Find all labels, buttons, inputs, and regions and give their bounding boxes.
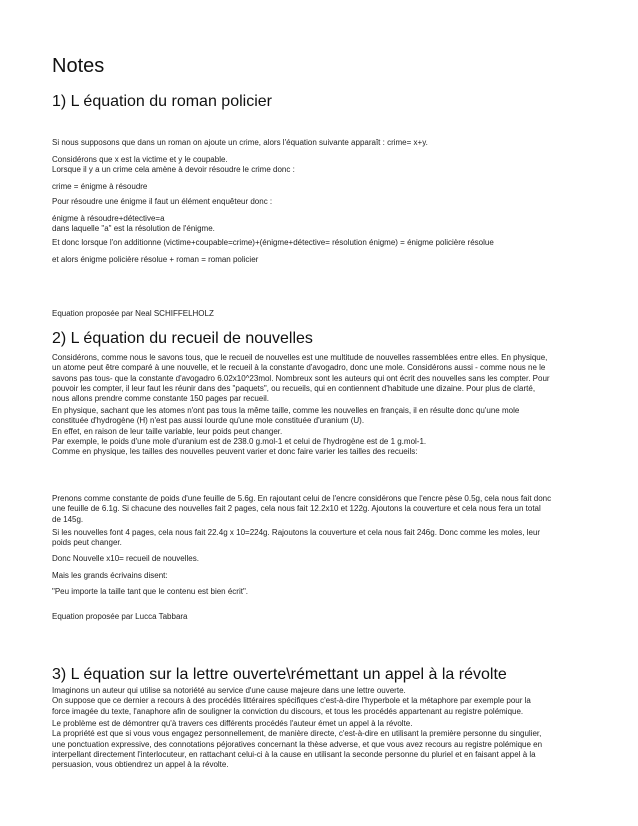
section-1-paragraph-1: Si nous supposons que dans un roman on ajoute un crime, alors l'équation suivante apparaît : crime= x+y.	[52, 138, 428, 147]
section-2-paragraph-8: "Peu importe la taille tant que le contenu est bien écrit".	[52, 587, 249, 596]
section-1-paragraph-7: et alors énigme policière résolue + roman = roman policier	[52, 255, 259, 264]
section-2-author: Equation proposée par Lucca Tabbara	[52, 612, 188, 621]
section-2-paragraph-6: Donc Nouvelle x10= recueil de nouvelles.	[52, 554, 199, 563]
section-1-heading: 1) L équation du roman policier	[52, 93, 272, 110]
section-1-paragraph-4: Pour résoudre une énigme il faut un élément enquêteur donc :	[52, 197, 273, 206]
section-1-author: Equation proposée par Neal SCHIFFELHOLZ	[52, 309, 214, 318]
section-3-paragraph-1: Imaginons un auteur qui utilise sa notoriété au service d'une cause majeure dans une lettre ouverte. On suppose que ce dernier a recours à des procédés littéraires spécifiques c'est-à-dire l'hyperbole et la métaphore par exemple pour la force imagée du texte, l'anaphore afin de souligner la conviction du discours, et tous les procédés appartenant au registre polémique.	[52, 686, 531, 716]
section-3-paragraph-2: Le problème est de démontrer qu'à travers ces différents procédés l'auteur émet un appel à la révolte. La propriété est que si vous vous engagez personnellement, de manière directe, c'est-à-dire en utilisant la première personne du singulier, une ponctuation expressive, des connotations péjoratives concernant la thèse adverse, et que vous avez recours au registre polémique en interpellant directement l'interlocuteur, en rattachant celui-ci à la cause en utilisant la seconde personne du pluriel et en faisant appel à la persuasion, vous obtiendrez un appel à la révolte.	[52, 719, 543, 770]
section-2-paragraph-2: En physique, sachant que les atomes n'ont pas tous la même taille, comme les nouvelles en français, il en résulte donc qu'une mole constituée d'hydrogène (H) n'est pas aussi lourde qu'une mole constituée d'uranium (U). En effet, en raison de leur taille variable, leur poids peut changer.	[52, 406, 520, 436]
section-2-paragraph-3: Par exemple, le poids d'une mole d'uranium est de 238.0 g.mol-1 et celui de l'hydrogène est de 1 g.mol-1. Comme en physique, les tailles des nouvelles peuvent varier et donc faire varier les tailles des recueils:	[52, 437, 427, 457]
section-1-paragraph-3: crime = énigme à résoudre	[52, 182, 148, 191]
section-1-paragraph-2: Considérons que x est la victime et y le coupable. Lorsque il y a un crime cela amène à devoir résoudre le crime donc :	[52, 155, 295, 175]
section-1-paragraph-5: énigme à résoudre+détective=a dans laquelle "a" est la résolution de l'énigme.	[52, 214, 215, 234]
section-2-heading: 2) L équation du recueil de nouvelles	[52, 330, 313, 347]
section-2-paragraph-1: Considérons, comme nous le savons tous, que le recueil de nouvelles est une multitude de nouvelles rassemblées entre elles. En physique, un atome peut être comparé à une nouvelle, et le recueil à la constante d'avogadro, donc une mole. Considérons aussi - comme nous ne le savons pas tous- que la constante d'avogadro 6.02x10^23mol. Nombreux sont les auteurs qui ont écrit des nouvelles sans les compter. Pour pouvoir les compter, il leur faut les réunir dans des "paquets", ou recueils, qui en contiennent d'habitude une dizaine. Pour plus de clarté, nous allons prendre comme constante 150 pages par recueil.	[52, 353, 550, 404]
section-3-heading: 3) L équation sur la lettre ouverte\rémettant un appel à la révolte	[52, 666, 507, 683]
section-2-paragraph-7: Mais les grands écrivains disent:	[52, 571, 168, 580]
section-2-paragraph-5: Si les nouvelles font 4 pages, cela nous fait 22.4g x 10=224g. Rajoutons la couverture et cela nous fait 246g. Donc comme les moles, leur poids peut changer.	[52, 528, 541, 548]
section-2-paragraph-4: Prenons comme constante de poids d'une feuille de 5.6g. En rajoutant celui de l'encre considérons que l'encre pèse 0.5g, cela nous fait donc une feuille de 6.1g. Si chacune des nouvelles fait 2 pages, cela nous fait 12.2x10 et 122g. Ajoutons la couverture et cela nous fera un total de 145g.	[52, 494, 552, 524]
page-title: Notes	[52, 55, 105, 77]
section-1-paragraph-6: Et donc lorsque l'on additionne (victime+coupable=crime)+(énigme+détective= résolution énigme) = énigme policière résolue	[52, 238, 494, 247]
